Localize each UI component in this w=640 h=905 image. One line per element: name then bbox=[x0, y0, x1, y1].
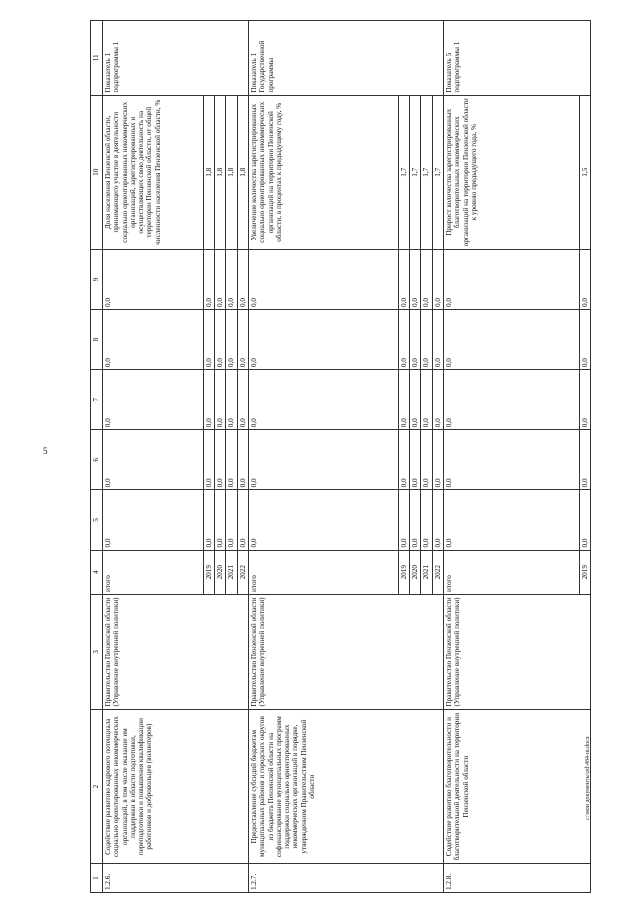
table-row bbox=[249, 21, 399, 893]
funding-value: 0,0 bbox=[579, 430, 590, 490]
funding-value: 0,0 bbox=[410, 490, 421, 550]
funding-value: 0,0 bbox=[432, 430, 443, 490]
funding-value: 0,0 bbox=[398, 370, 409, 430]
indicator-value: 1,7 bbox=[410, 95, 421, 249]
funding-value: 0,0 bbox=[237, 370, 248, 430]
funding-value: 0,0 bbox=[579, 310, 590, 370]
funding-value: 0,0 bbox=[249, 249, 399, 309]
funding-value: 0,0 bbox=[410, 430, 421, 490]
total-label: итого bbox=[103, 550, 204, 594]
funding-value: 0,0 bbox=[398, 430, 409, 490]
funding-value: 0,0 bbox=[432, 249, 443, 309]
indicator-value: 1,5 bbox=[579, 95, 590, 249]
row-code: 1.2.7. bbox=[249, 864, 444, 893]
funding-value: 0,0 bbox=[215, 249, 226, 309]
funding-value: 0,0 bbox=[432, 490, 443, 550]
header-cell: 9 bbox=[91, 249, 103, 309]
page-number: 5 bbox=[43, 446, 48, 456]
header-cell: 11 bbox=[91, 21, 103, 96]
program-activities-table bbox=[90, 20, 591, 893]
header-cell: 1 bbox=[91, 864, 103, 893]
funding-value: 0,0 bbox=[444, 430, 580, 490]
funding-value: 0,0 bbox=[432, 370, 443, 430]
header-cell: 5 bbox=[91, 490, 103, 550]
header-cell: 7 bbox=[91, 370, 103, 430]
funding-value: 0,0 bbox=[579, 490, 590, 550]
funding-value: 0,0 bbox=[237, 430, 248, 490]
indicator-name: Увеличение количества зарегистрированных социально ориентированных некоммерческих организаций на территории Пензенской области, в процентах к предыдущему году, % bbox=[249, 95, 399, 249]
funding-value: 0,0 bbox=[103, 370, 204, 430]
indicator-value: 1,7 bbox=[432, 95, 443, 249]
table-row bbox=[444, 21, 580, 893]
funding-value: 0,0 bbox=[421, 370, 432, 430]
funding-value: 0,0 bbox=[215, 310, 226, 370]
executor: Правительство Пензенской области (Управление внутренней политики) bbox=[103, 594, 249, 709]
funding-value: 0,0 bbox=[421, 490, 432, 550]
program-ref: Показатель 1 Государственной программы bbox=[249, 21, 444, 96]
funding-value: 0,0 bbox=[103, 249, 204, 309]
funding-value: 0,0 bbox=[410, 310, 421, 370]
funding-value: 0,0 bbox=[203, 490, 214, 550]
funding-value: 0,0 bbox=[215, 490, 226, 550]
year-cell: 2022 bbox=[237, 550, 248, 594]
program-ref: Показатель 1 подпрограммы 1 bbox=[103, 21, 249, 96]
funding-value: 0,0 bbox=[203, 370, 214, 430]
year-cell: 2020 bbox=[410, 550, 421, 594]
executor: Правительство Пензенской области (Управление внутренней политики) bbox=[249, 594, 444, 709]
year-cell: 2020 bbox=[215, 550, 226, 594]
year-cell: 2019 bbox=[203, 550, 214, 594]
year-cell: 2022 bbox=[432, 550, 443, 594]
funding-value: 0,0 bbox=[444, 249, 580, 309]
funding-value: 0,0 bbox=[237, 249, 248, 309]
year-cell: 2021 bbox=[421, 550, 432, 594]
header-cell: 6 bbox=[91, 430, 103, 490]
indicator-name: Прирост количества зарегистрированных благотворительных некоммерческих организаций на территории Пензенской области к уровню предыдущего года, % bbox=[444, 95, 580, 249]
funding-value: 0,0 bbox=[103, 490, 204, 550]
funding-value: 0,0 bbox=[579, 370, 590, 430]
activity-name: Содействие развитию благотворительности и благотворительной деятельности на территории Пензенской области bbox=[444, 709, 591, 863]
activity-name: Предоставление субсидий бюджетам муниципальных районов и городских округов из бюджета Пензенской области на софинансирование муниципальных программ поддержки социально ориентированных некоммерческих организаций в порядке, утвержденном Правительством Пензенской области bbox=[249, 709, 444, 863]
funding-value: 0,0 bbox=[410, 370, 421, 430]
funding-value: 0,0 bbox=[237, 310, 248, 370]
footer-file-path: c:\мои документы\pd\484-ш.docx bbox=[585, 736, 591, 820]
funding-value: 0,0 bbox=[444, 310, 580, 370]
program-ref: Показатель 5 подпрограммы 1 bbox=[444, 21, 591, 96]
indicator-value: 1,7 bbox=[398, 95, 409, 249]
indicator-value: 1,8 bbox=[226, 95, 237, 249]
indicator-value: 1,7 bbox=[421, 95, 432, 249]
funding-value: 0,0 bbox=[249, 370, 399, 430]
funding-value: 0,0 bbox=[249, 430, 399, 490]
funding-value: 0,0 bbox=[215, 430, 226, 490]
indicator-name: Доля населения Пензенской области, принимающего участие в деятельности социально ориентированных некоммерческих организаций, зарегистрированных и осуществляющих свою деятельность на территории Пензенской области, от общей численности населения Пензенской области, % bbox=[103, 95, 204, 249]
funding-value: 0,0 bbox=[432, 310, 443, 370]
header-cell: 10 bbox=[91, 95, 103, 249]
table-row bbox=[103, 21, 204, 893]
funding-value: 0,0 bbox=[103, 310, 204, 370]
year-cell: 2021 bbox=[226, 550, 237, 594]
funding-value: 0,0 bbox=[421, 249, 432, 309]
funding-value: 0,0 bbox=[249, 490, 399, 550]
funding-value: 0,0 bbox=[226, 310, 237, 370]
executor: Правительство Пензенской области (Управление внутренней политики) bbox=[444, 594, 591, 709]
total-label: итого bbox=[249, 550, 399, 594]
funding-value: 0,0 bbox=[226, 370, 237, 430]
indicator-value: 1,8 bbox=[237, 95, 248, 249]
funding-value: 0,0 bbox=[249, 310, 399, 370]
funding-value: 0,0 bbox=[398, 490, 409, 550]
funding-value: 0,0 bbox=[203, 249, 214, 309]
row-code: 1.2.6. bbox=[103, 864, 249, 893]
funding-value: 0,0 bbox=[226, 249, 237, 309]
header-cell: 8 bbox=[91, 310, 103, 370]
funding-value: 0,0 bbox=[410, 249, 421, 309]
funding-value: 0,0 bbox=[398, 249, 409, 309]
header-cell: 3 bbox=[91, 594, 103, 709]
total-label: итого bbox=[444, 550, 580, 594]
funding-value: 0,0 bbox=[398, 310, 409, 370]
indicator-value: 1,8 bbox=[203, 95, 214, 249]
funding-value: 0,0 bbox=[237, 490, 248, 550]
funding-value: 0,0 bbox=[421, 430, 432, 490]
funding-value: 0,0 bbox=[226, 490, 237, 550]
row-code: 1.2.8. bbox=[444, 864, 591, 893]
funding-value: 0,0 bbox=[579, 249, 590, 309]
funding-value: 0,0 bbox=[203, 430, 214, 490]
header-row bbox=[91, 21, 103, 893]
funding-value: 0,0 bbox=[444, 370, 580, 430]
funding-value: 0,0 bbox=[215, 370, 226, 430]
rotated-table-sheet bbox=[90, 20, 595, 893]
header-cell: 4 bbox=[91, 550, 103, 594]
indicator-value: 1,8 bbox=[215, 95, 226, 249]
activity-name: Содействие развитию кадрового потенциала социально ориентированных некоммерческих организаций, в том числе оказание им поддержки в области подготовки, переподготовки и повышения квалификации работников и добровольцев (волонтеров) bbox=[103, 709, 249, 863]
header-cell: 2 bbox=[91, 709, 103, 863]
funding-value: 0,0 bbox=[421, 310, 432, 370]
funding-value: 0,0 bbox=[444, 490, 580, 550]
year-cell: 2019 bbox=[579, 550, 590, 594]
year-cell: 2019 bbox=[398, 550, 409, 594]
funding-value: 0,0 bbox=[203, 310, 214, 370]
funding-value: 0,0 bbox=[226, 430, 237, 490]
funding-value: 0,0 bbox=[103, 430, 204, 490]
